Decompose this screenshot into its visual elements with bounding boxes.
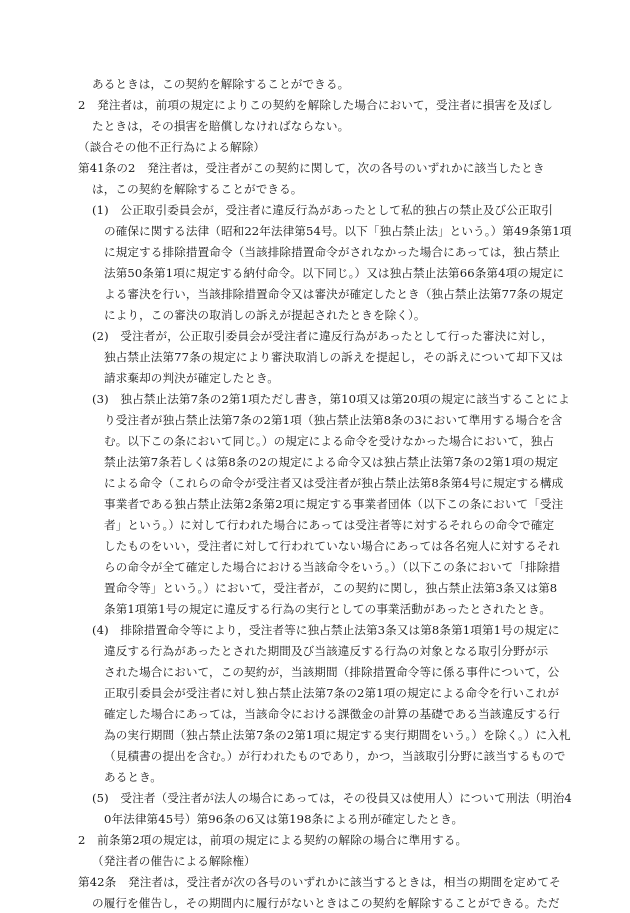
text-line: 違反する行為があったとされた期間及び当該違反する行為の対象となる取引分野が示: [104, 644, 549, 658]
text-line: 0年法律第45号）第96条の6又は第198条による刑が確定したとき。: [104, 812, 464, 826]
text-line: された場合において，この契約が，当該期間（排除措置命令等に係る事件について，公: [104, 665, 560, 679]
text-line: 禁止法第7条若しくは第8条の2の規定による命令又は独占禁止法第7条の2第1項の規定: [104, 455, 559, 469]
text-line: む。以下この条において同じ。）の規定による命令を受けなかった場合において，独占: [104, 434, 555, 448]
text-line: 2 発注者は，前項の規定によりこの契約を解除した場合において，受注者に損害を及ぼし: [78, 98, 553, 112]
text-line: 者」という。）に対して行われた場合にあっては受注者等に対するそれらの命令で確定: [104, 518, 555, 532]
text-line: の履行を催告し，その期間内に履行がないときはこの契約を解除することができる。ただ: [92, 896, 560, 910]
list-item: (3) 独占禁止法第7条の2第1項ただし書き，第10項又は第20項の規定に該当することによ: [92, 392, 570, 406]
text-line: 請求棄却の判決が確定したとき。: [104, 371, 279, 385]
list-item: (1) 公正取引委員会が，受注者に違反行為があったとして私的独占の禁止及び公正取引: [92, 203, 553, 217]
text-line: 2 前条第2項の規定は，前項の規定による契約の解除の場合に準用する。: [78, 833, 468, 847]
text-line: 条第1項第1号の規定に違反する行為の実行としての事業活動があったとされたとき。: [104, 602, 552, 616]
text-line: したものをいい，受注者に対して行われていない場合にあっては各名宛人に対するそれ: [104, 539, 560, 553]
text-line: に規定する排除措置命令（当該排除措置命令がされなかった場合にあっては，独占禁止: [104, 245, 560, 259]
text-line: あるとき。: [104, 770, 163, 784]
text-line: 事業者である独占禁止法第2条第2項に規定する事業者団体（以下この条において「受注: [104, 497, 564, 511]
text-line: り受注者が独占禁止法第7条の2第1項（独占禁止法第8条の3において準用する場合を含: [104, 413, 563, 427]
text-line: は，この契約を解除することができる。: [92, 182, 303, 196]
text-line: 法第50条第1項に規定する納付命令。以下同じ。）又は独占禁止法第66条第4項の規定に: [104, 266, 565, 280]
article-heading: 第41条の2 発注者は，受注者がこの契約に関して，次の各号のいずれかに該当したとき: [78, 161, 545, 175]
list-item: (2) 受注者が，公正取引委員会が受注者に違反行為があったとして行った審決に対し，: [92, 329, 553, 343]
text-line: による命令（これらの命令が受注者又は受注者が独占禁止法第8条第4号に規定する構成: [104, 476, 564, 490]
text-line: たときは，その損害を賠償しなければならない。: [92, 119, 350, 133]
text-line: 正取引委員会が受注者に対し独占禁止法第7条の2第1項の規定による命令を行いこれが: [104, 686, 560, 700]
text-line: 独占禁止法第77条の規定により審決取消しの訴えを提起し，その訴えについて却下又は: [104, 350, 564, 364]
section-heading: （談合その他不正行為による解除）: [78, 140, 266, 154]
list-item: (4) 排除措置命令等により，受注者等に独占禁止法第3条又は第8条第1項第1号の規定に: [92, 623, 560, 637]
text-line: の確保に関する法律（昭和22年法律第54号。以下「独占禁止法」という。）第49条第1項: [104, 224, 572, 238]
text-line: により，この審決の取消しの訴えが提起されたときを除く）。: [104, 308, 426, 322]
section-heading: （発注者の催告による解除権）: [92, 854, 256, 868]
text-line: 為の実行期間（独占禁止法第7条の2第1項に規定する実行期間をいう。）を除く。）に入札: [104, 728, 571, 742]
text-line: よる審決を行い，当該排除措置命令又は審決が確定したとき（独占禁止法第77条の規定: [104, 287, 564, 301]
text-line: 確定した場合にあっては，当該命令における課徴金の計算の基礎である当該違反する行: [104, 707, 560, 721]
text-line: らの命令が全て確定した場合における当該命令をいう。）（以下この条において「排除措: [104, 560, 561, 574]
text-line: 置命令等」という。）において，受注者が，この契約に関し，独占禁止法第3条又は第8: [104, 581, 558, 595]
text-line: あるときは，この契約を解除することができる。: [92, 77, 350, 91]
list-item: (5) 受注者（受注者が法人の場合にあっては，その役員又は使用人）について刑法（明治4: [92, 791, 572, 805]
text-line: （見積書の提出を含む。）が行われたものであり，かつ，当該取引分野に該当するもので: [104, 749, 566, 763]
article-heading: 第42条 発注者は，受注者が次の各号のいずれかに該当するときは，相当の期間を定めてそ: [78, 875, 561, 889]
